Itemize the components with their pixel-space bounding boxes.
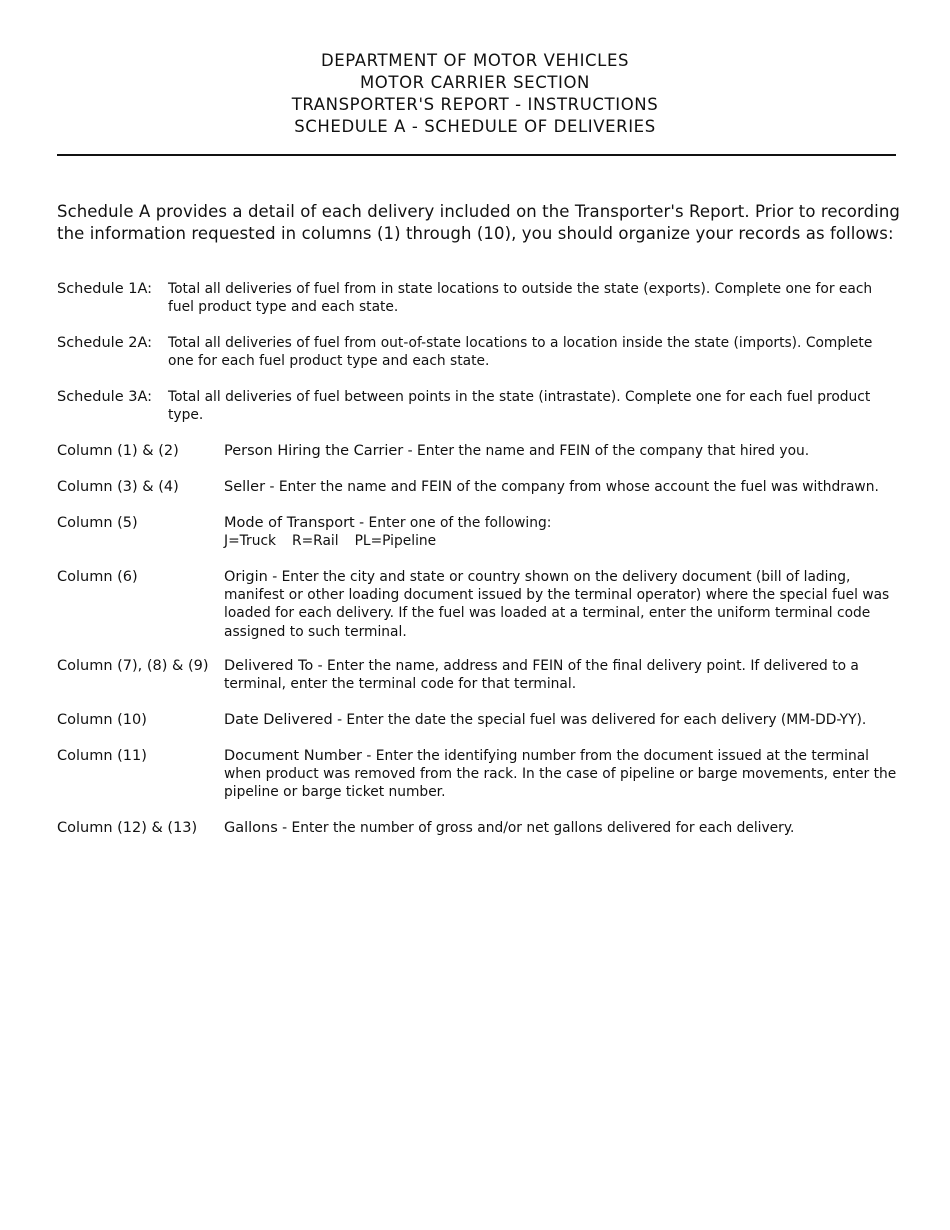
column-text: - Enter the identifying number from the document issued at the terminal when product was removed from the rack. In the case of pipeline or barge movements, enter the pipeline or barge ticket number. <box>224 748 897 801</box>
schedule-label: Schedule 1A: <box>57 281 153 297</box>
column-description <box>224 711 899 729</box>
column-description <box>224 514 899 550</box>
header-report-title: TRANSPORTER'S REPORT - INSTRUCTIONS <box>291 95 659 114</box>
column-description <box>224 442 899 460</box>
header-schedule-title: SCHEDULE A - SCHEDULE OF DELIVERIES <box>294 117 656 136</box>
column-label: Column (3) & (4) <box>57 479 179 495</box>
schedule-description: Total all deliveries of fuel from in state locations to outside the state (exports). Complete one for each fuel product type and each state. <box>168 281 873 316</box>
schedule-description: Total all deliveries of fuel from out-of-state locations to a location inside the state (imports). Complete one for each fuel product type and each state. <box>168 335 873 370</box>
intro-line-1: Schedule A provides a detail of each delivery included on the Transporter's Report. Prior to recording <box>57 202 900 221</box>
column-title: Seller <box>224 479 266 495</box>
column-text: - Enter the name and FEIN of the company from whose account the fuel was withdrawn. <box>265 479 879 495</box>
mode-truck: J=Truck <box>224 533 277 550</box>
header-department: DEPARTMENT OF MOTOR VEHICLES <box>320 51 630 70</box>
header-divider <box>57 154 896 156</box>
column-description <box>224 478 899 496</box>
transport-modes <box>224 532 899 550</box>
column-text: - Enter the number of gross and/or net gallons delivered for each delivery. <box>277 820 795 836</box>
column-text: - Enter one of the following: <box>354 515 552 531</box>
column-text: - Enter the name, address and FEIN of the final delivery point. If delivered to a terminal, enter the terminal code for that terminal. <box>224 658 859 693</box>
column-description <box>224 819 899 837</box>
column-text: - Enter the city and state or country shown on the delivery document (bill of lading, manifest or other loading document issued by the terminal operator) where the special fuel was loaded for each delivery. If the fuel was loaded at a terminal, enter the uniform terminal code assigned to such terminal. <box>224 569 890 640</box>
column-label: Column (11) <box>57 748 147 764</box>
document-header <box>0 50 950 138</box>
column-description <box>224 657 899 693</box>
column-label: Column (5) <box>57 515 138 531</box>
column-label: Column (12) & (13) <box>57 820 198 836</box>
column-description <box>224 747 899 802</box>
schedule-label: Schedule 2A: <box>57 335 153 351</box>
column-label: Column (6) <box>57 569 138 585</box>
column-title: Delivered To <box>224 658 314 674</box>
column-title: Gallons <box>224 820 278 836</box>
column-label: Column (7), (8) & (9) <box>57 658 209 674</box>
column-title: Mode of Transport <box>224 515 355 531</box>
mode-rail: R=Rail <box>292 533 339 550</box>
column-text: - Enter the name and FEIN of the company that hired you. <box>403 443 810 459</box>
schedule-label: Schedule 3A: <box>57 389 153 405</box>
intro-line-2: the information requested in columns (1) through (10), you should organize your records as follows: <box>57 224 894 243</box>
column-title: Date Delivered <box>224 712 333 728</box>
intro-paragraph <box>57 201 907 245</box>
header-section: MOTOR CARRIER SECTION <box>359 73 591 92</box>
mode-pipeline: PL=Pipeline <box>354 533 437 550</box>
column-title: Origin <box>224 569 268 585</box>
schedule-description: Total all deliveries of fuel between points in the state (intrastate). Complete one for each fuel product type. <box>168 389 871 424</box>
column-title: Document Number <box>224 748 362 764</box>
column-label: Column (1) & (2) <box>57 443 179 459</box>
column-text: - Enter the date the special fuel was delivered for each delivery (MM-DD-YY). <box>332 712 867 728</box>
column-title: Person Hiring the Carrier <box>224 443 404 459</box>
column-description <box>224 568 899 641</box>
column-label: Column (10) <box>57 712 147 728</box>
